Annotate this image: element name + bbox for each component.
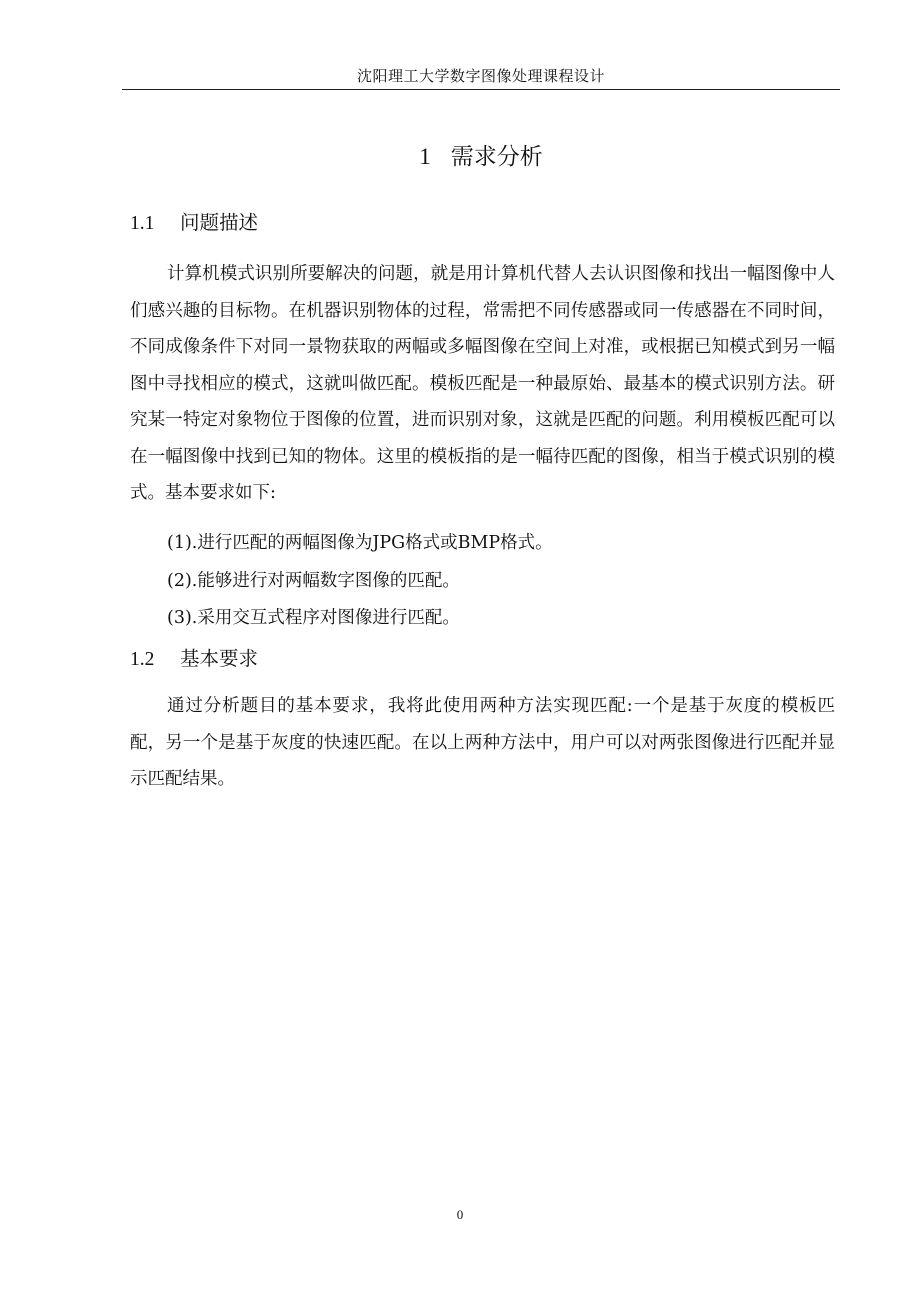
requirement-item-2: (2).能够进行对两幅数字图像的匹配。 [167, 571, 460, 591]
section-number: 1.2 [130, 649, 155, 670]
header-rule [122, 89, 840, 90]
section-number: 1.1 [130, 213, 155, 234]
requirement-item-1: (1).进行匹配的两幅图像为JPG格式或BMP格式。 [167, 533, 553, 553]
section-heading-1-1 [130, 209, 258, 238]
section-title: 问题描述 [180, 211, 259, 234]
section-title: 基本要求 [180, 647, 259, 670]
section-heading-1-2 [130, 645, 258, 674]
requirement-item-3: (3).采用交互式程序对图像进行匹配。 [167, 608, 460, 628]
chapter-number: 1 [419, 144, 431, 169]
page-number: 0 [456, 1207, 464, 1222]
problem-description-paragraph: 计算机模式识别所要解决的问题，就是用计算机代替人去认识图像和找出一幅图像中人们感兴趣的目标物。在机器识别物体的过程，常需把不同传感器或同一传感器在不同时间，不同成像条件下对同一景物获取的两幅或多幅图像在空间上对准，或根据已知模式到另一幅图中寻找相应的模式，这就叫做匹配。模板匹配是一种最原始、最基本的模式识别方法。研究某一特定对象物位于图像的位置，进而识别对象，这就是匹配的问题。利用模板匹配可以在一幅图像中找到已知的物体。这里的模板指的是一幅待匹配的图像，相当于模式识别的模式。基本要求如下: [130, 264, 835, 503]
chapter-title [122, 141, 840, 173]
running-header: 沈阳理工大学数字图像处理课程设计 [356, 67, 605, 85]
basic-requirements-paragraph: 通过分析题目的基本要求，我将此使用两种方法实现匹配:一个是基于灰度的模板匹配，另一个是基于灰度的快速匹配。在以上两种方法中，用户可以对两张图像进行匹配并显示匹配结果。 [130, 696, 835, 789]
chapter-title-text: 需求分析 [450, 144, 543, 170]
